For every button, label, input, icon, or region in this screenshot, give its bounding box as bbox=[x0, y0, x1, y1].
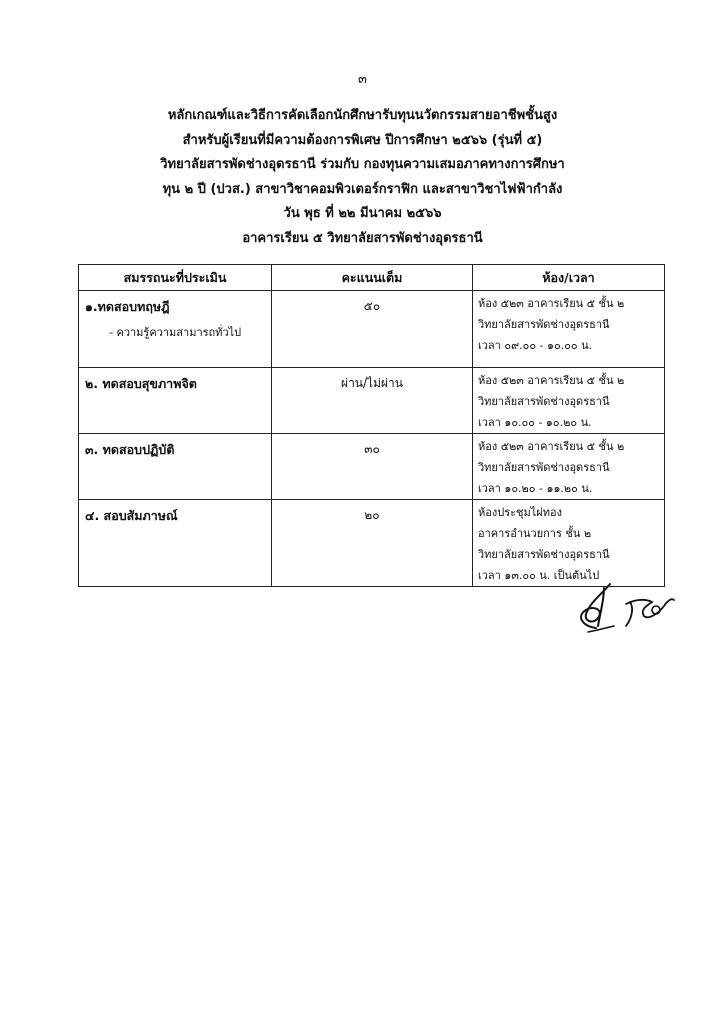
score-cell bbox=[272, 434, 473, 500]
place-line: อาคารอำนวยการ ชั้น ๒ bbox=[478, 527, 592, 540]
table-row bbox=[79, 434, 665, 500]
table-header-row bbox=[79, 265, 665, 291]
score-cell bbox=[272, 500, 473, 587]
competency-title: ๓. ทดสอบปฏิบัติ bbox=[85, 442, 175, 457]
place-line: วิทยาลัยสารพัดช่างอุดรธานี bbox=[478, 461, 610, 474]
heading-line-4: ทุน ๒ ปี (ปวส.) สาขาวิชาคอมพิวเตอร์กราฟิก และสาขาวิชาไฟฟ้ากำลัง bbox=[162, 181, 563, 197]
table-row bbox=[79, 291, 665, 368]
place-line: เวลา ๑๐.๒๐ - ๑๑.๒๐ น. bbox=[478, 482, 593, 495]
heading-line-1: หลักเกณฑ์และวิธีการคัดเลือกนักศึกษารับทุนนวัตกรรมสายอาชีพชั้นสูง bbox=[167, 108, 558, 123]
full-score: ๒๐ bbox=[364, 508, 380, 522]
table-row bbox=[79, 500, 665, 587]
table-row bbox=[79, 368, 665, 434]
competency-title: ๔. สอบสัมภาษณ์ bbox=[85, 508, 178, 523]
place-line: ห้อง ๕๒๓ อาคารเรียน ๕ ชั้น ๒ bbox=[478, 374, 625, 387]
score-cell bbox=[272, 291, 473, 368]
heading-line-3: วิทยาลัยสารพัดช่างอุดรธานี ร่วมกับ กองทุนความเสมอภาคทางการศึกษา bbox=[160, 157, 565, 172]
document-heading bbox=[0, 104, 725, 251]
place-line: ห้อง ๕๒๓ อาคารเรียน ๕ ชั้น ๒ bbox=[478, 297, 625, 310]
heading-line-2: สำหรับผู้เรียนที่มีความต้องการพิเศษ ปีการศึกษา ๒๕๖๖ (รุ่นที่ ๕) bbox=[182, 132, 543, 148]
full-score: ๓๐ bbox=[364, 442, 380, 456]
competency-subitem: - ความรู้ความสามารถทั่วไป bbox=[109, 326, 242, 339]
competency-cell bbox=[79, 291, 272, 368]
header-room-time: ห้อง/เวลา bbox=[473, 265, 665, 291]
competency-title: ๒. ทดสอบสุขภาพจิต bbox=[85, 376, 197, 391]
competency-cell bbox=[79, 368, 272, 434]
heading-line-6: อาคารเรียน ๕ วิทยาลัยสารพัดช่างอุดรธานี bbox=[242, 230, 483, 246]
place-cell bbox=[473, 368, 665, 434]
place-line: เวลา ๑๓.๐๐ น. เป็นต้นไป bbox=[478, 569, 600, 582]
place-line: เวลา ๑๐.๐๐ - ๑๐.๒๐ น. bbox=[478, 416, 592, 429]
competency-cell bbox=[79, 434, 272, 500]
place-cell bbox=[473, 434, 665, 500]
place-cell bbox=[473, 291, 665, 368]
competency-cell bbox=[79, 500, 272, 587]
score-cell bbox=[272, 368, 473, 434]
page-number: ๓ bbox=[358, 72, 367, 87]
full-score: ๕๐ bbox=[363, 299, 381, 313]
criteria-table bbox=[78, 264, 665, 587]
place-line: วิทยาลัยสารพัดช่างอุดรธานี bbox=[478, 395, 610, 408]
header-full-score: คะแนนเต็ม bbox=[272, 265, 473, 291]
place-line: เวลา ๐๙.๐๐ - ๑๐.๐๐ น. bbox=[478, 339, 593, 352]
place-line: ห้อง ๕๒๓ อาคารเรียน ๕ ชั้น ๒ bbox=[478, 440, 625, 453]
full-score: ผ่าน/ไม่ผ่าน bbox=[341, 376, 403, 390]
place-line: วิทยาลัยสารพัดช่างอุดรธานี bbox=[478, 318, 610, 331]
place-line: วิทยาลัยสารพัดช่างอุดรธานี bbox=[478, 548, 610, 561]
handwritten-signature bbox=[574, 580, 679, 640]
competency-title: ๑.ทดสอบทฤษฎี bbox=[85, 299, 170, 314]
heading-line-5: วัน พุธ ที่ ๒๒ มีนาคม ๒๕๖๖ bbox=[283, 206, 442, 221]
place-line: ห้องประชุมไผ่ทอง bbox=[478, 506, 562, 519]
place-cell bbox=[473, 500, 665, 587]
header-competency: สมรรถนะที่ประเมิน bbox=[79, 265, 272, 291]
